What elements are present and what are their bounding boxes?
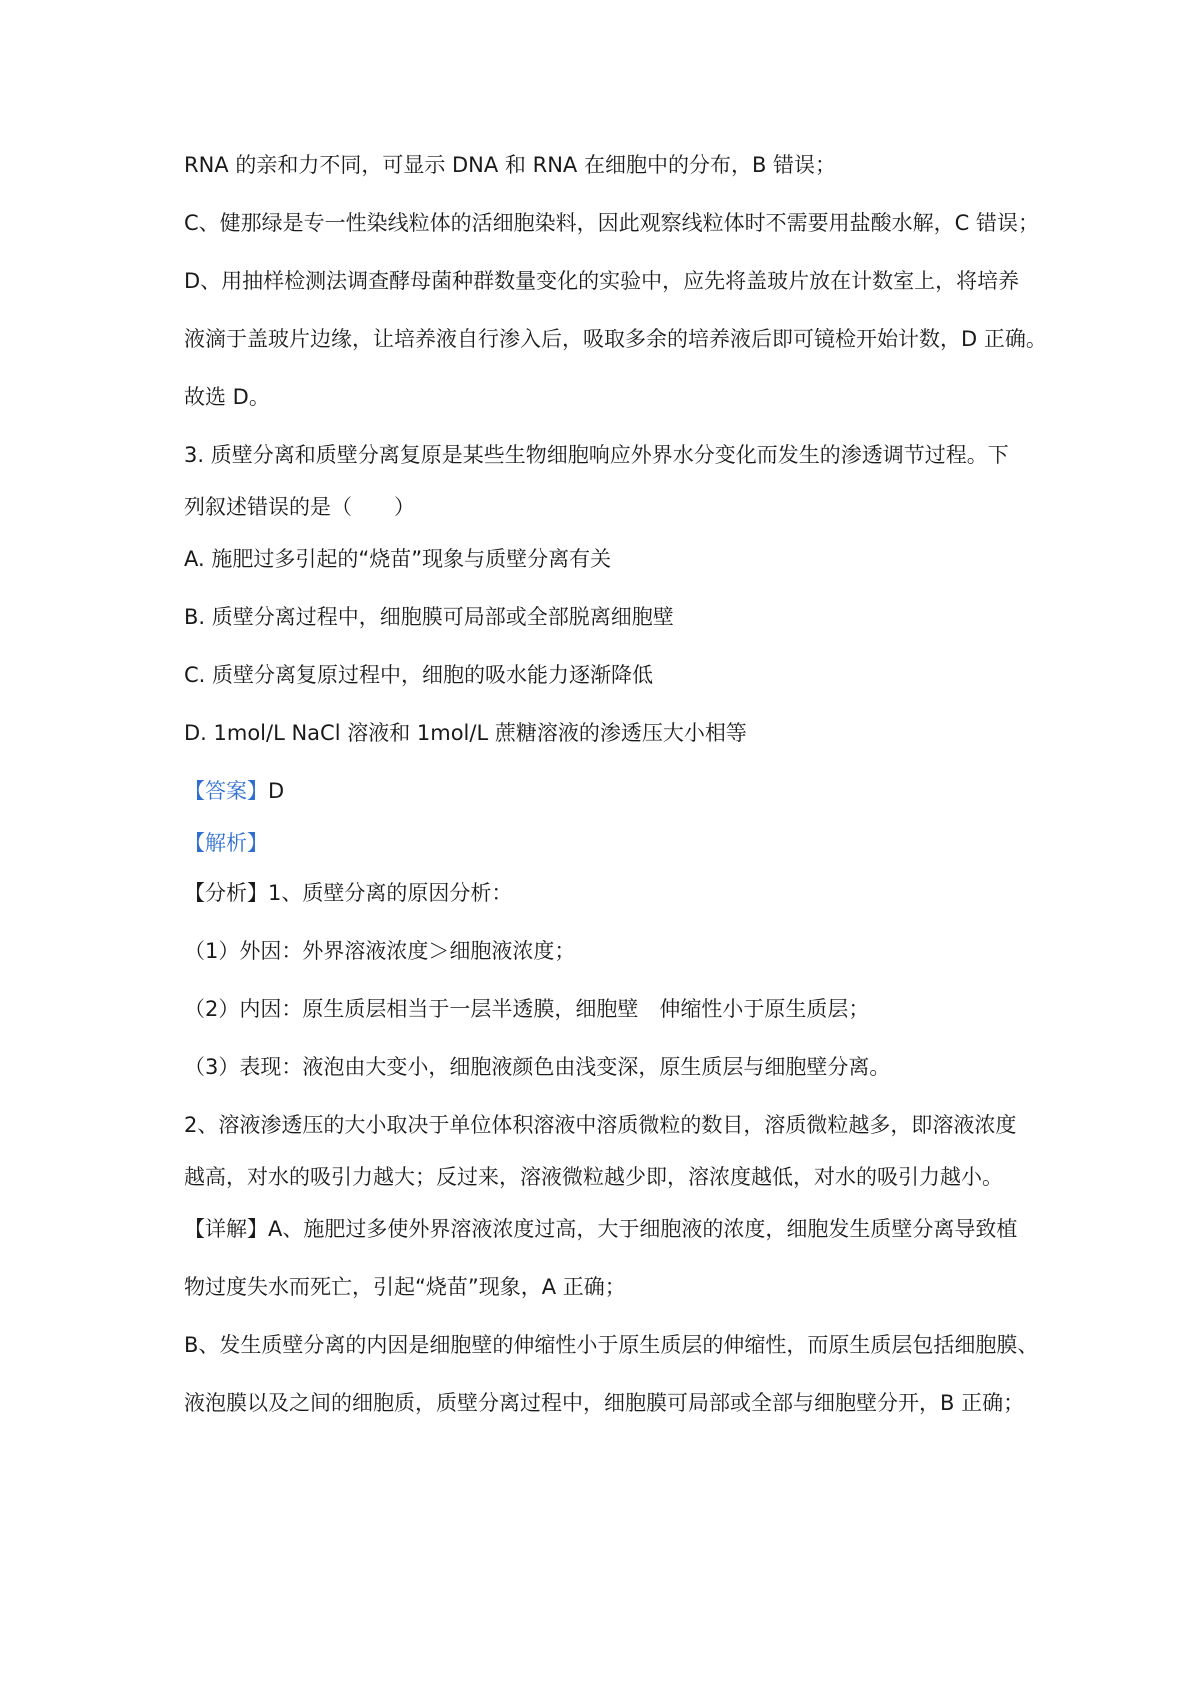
text-line: 液泡膜以及之间的细胞质，质壁分离过程中，细胞膜可局部或全部与细胞壁分开，B 正确； [184, 1391, 1025, 1415]
option-c: C. 质壁分离复原过程中，细胞的吸水能力逐渐降低 [184, 663, 654, 687]
text-line: D、用抽样检测法调查酵母菌种群数量变化的实验中，应先将盖玻片放在计数室上，将培养 [184, 269, 1020, 293]
question-stem: 列叙述错误的是（ ） [184, 495, 415, 519]
text-line: （1）外因：外界溶液浓度＞细胞液浓度； [184, 939, 576, 963]
text-line: 【详解】A、施肥过多使外界溶液浓度过高，大于细胞液的浓度，细胞发生质壁分离导致植 [184, 1217, 1018, 1241]
question-stem: 3. 质壁分离和质壁分离复原是某些生物细胞响应外界水分变化而发生的渗透调节过程。下 [184, 443, 1009, 467]
text-line: RNA 的亲和力不同，可显示 DNA 和 RNA 在细胞中的分布，B 错误； [184, 153, 837, 177]
text-line: C、健那绿是专一性染线粒体的活细胞染料，因此观察线粒体时不需要用盐酸水解，C 错误； [184, 211, 1039, 235]
text-line: 故选 D。 [184, 385, 270, 409]
analysis-heading [184, 828, 1064, 858]
option-a: A. 施肥过多引起的“烧苗”现象与质壁分离有关 [184, 547, 612, 571]
answer-value: D [268, 779, 285, 803]
text-line: 【分析】1、质壁分离的原因分析： [184, 881, 513, 905]
option-d: D. 1mol/L NaCl 溶液和 1mol/L 蔗糖溶液的渗透压大小相等 [184, 721, 747, 745]
text-line: （2）内因：原生质层相当于一层半透膜，细胞壁 伸缩性小于原生质层； [184, 997, 870, 1021]
text-line: B、发生质壁分离的内因是细胞壁的伸缩性小于原生质层的伸缩性，而原生质层包括细胞膜、 [184, 1333, 1039, 1357]
answer-tag: 【答案】 [184, 779, 268, 803]
option-b: B. 质壁分离过程中，细胞膜可局部或全部脱离细胞壁 [184, 605, 674, 629]
text-line: （3）表现：液泡由大变小，细胞液颜色由浅变深，原生质层与细胞壁分离。 [184, 1055, 891, 1079]
answer-line [184, 776, 1064, 806]
text-line: 液滴于盖玻片边缘，让培养液自行渗入后，吸取多余的培养液后即可镜检开始计数，D 正确。 [184, 327, 1047, 351]
text-line: 2、溶液渗透压的大小取决于单位体积溶液中溶质微粒的数目，溶质微粒越多，即溶液浓度 [184, 1113, 1017, 1137]
text-line: 物过度失水而死亡，引起“烧苗”现象，A 正确； [184, 1275, 626, 1299]
analysis-tag: 【解析】 [184, 831, 268, 855]
text-line: 越高，对水的吸引力越大；反过来，溶液微粒越少即，溶浓度越低，对水的吸引力越小。 [184, 1165, 1003, 1189]
